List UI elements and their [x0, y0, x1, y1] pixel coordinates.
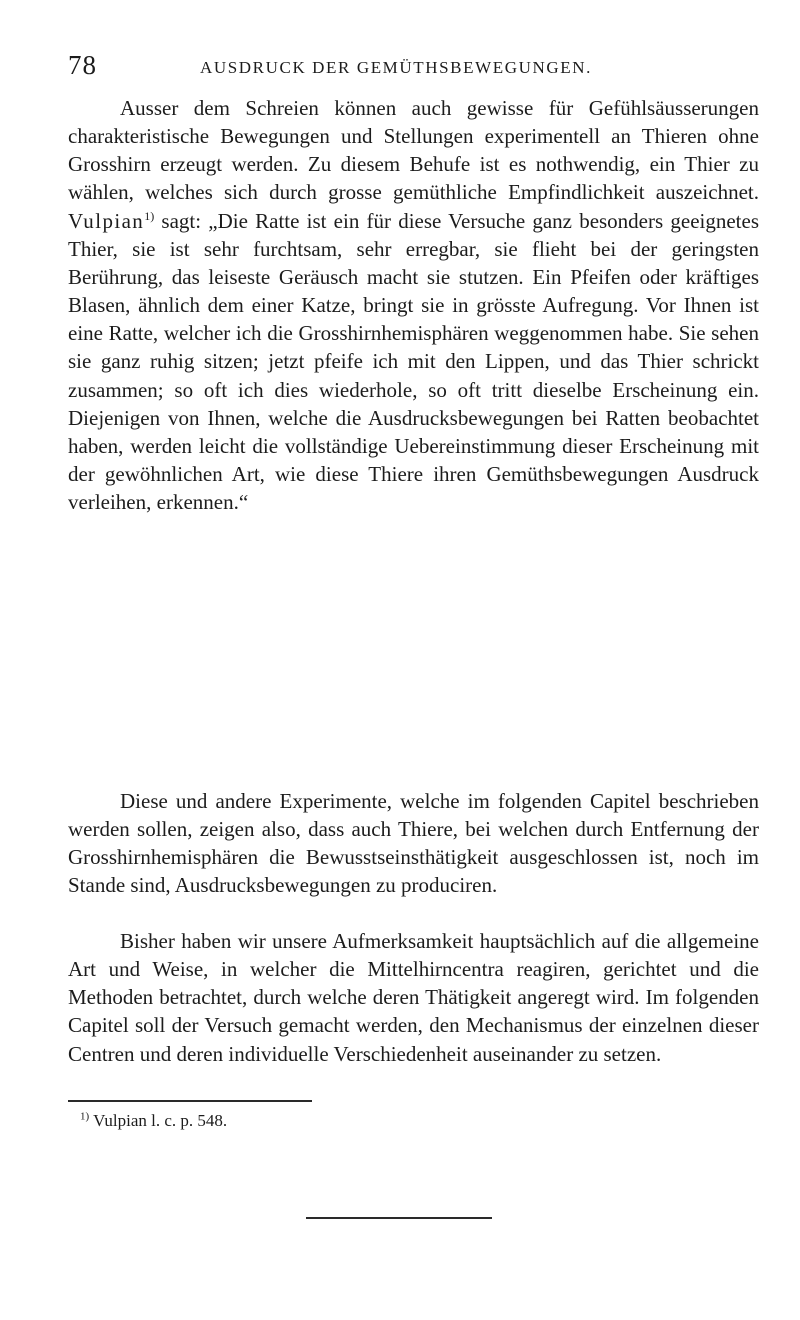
- page-end-rule: [306, 1217, 492, 1219]
- paragraph-1-text-a: Ausser dem Schreien können auch gewisse für Gefühlsäusserungen charakteristische Bewegungen und Stellungen experimentell an Thieren ohne Grosshirn erzeugt werden. Zu diesem Behufe ist es nothwendig, ein Thier zu wählen, welches sich durch grosse gemüthliche Empfindlichkeit auszeichnet.: [68, 96, 759, 205]
- paragraph-2: Diese und andere Experimente, welche im folgenden Capitel beschrieben werden sollen, zeigen also, dass auch Thiere, bei welchen durch Entfernung der Grosshirnhemisphären die Bewusstseinsthätigkeit ausgeschlossen ist, noch im Stande sind, Ausdrucksbewegungen zu produciren.: [68, 789, 759, 898]
- footnote: [80, 1111, 227, 1131]
- footnote-mark: 1): [80, 1110, 90, 1123]
- footnote-text: Vulpian l. c. p. 548.: [93, 1111, 228, 1130]
- footnote-divider: [68, 1100, 312, 1102]
- running-title: AUSDRUCK DER GEMÜTHSBEWEGUNGEN.: [200, 58, 592, 77]
- paragraph-1-text-b: sagt: „Die Ratte ist ein für diese Versuche ganz besonders geeignetes Thier, sie ist sehr furchtsam, sehr erregbar, sie flieht bei der geringsten Berührung, das leiseste Geräusch macht sie stutzen. Ein Pfeifen oder kräftiges Blasen, ähnlich dem einer Katze, bringt sie in grösste Aufregung. Vor Ihnen ist eine Ratte, welcher ich die Grosshirnhemisphären weggenommen habe. Sie sehen sie ganz ruhig sitzen; jetzt pfeife ich mit den Lippen, und das Thier schrickt zusammen; so oft ich dies wiederhole, so oft tritt dieselbe Erscheinung ein. Diejenigen von Ihnen, welche die Ausdrucksbewegungen bei Ratten beobachtet haben, werden leicht die vollständige Uebereinstimmung dieser Erscheinung mit der gewöhnlichen Art, wie diese Thiere ihren Gemüthsbewegungen Ausdruck verleihen, erkennen.“: [68, 208, 759, 515]
- page-number: 78: [68, 50, 97, 80]
- paragraph-1: [68, 94, 759, 516]
- footnote-reference: 1): [144, 208, 155, 223]
- author-name: Vulpian: [68, 208, 145, 233]
- paragraph-3: Bisher haben wir unsere Aufmerksamkeit hauptsächlich auf die allgemeine Art und Weise, in welcher die Mittelhirncentra reagiren, gerichtet und die Methoden betrachtet, durch welche deren Thätigkeit angeregt wird. Im folgenden Capitel soll der Versuch gemacht werden, den Mechanismus der einzelnen dieser Centren und deren individuelle Verschiedenheit auseinander zu setzen.: [68, 929, 759, 1066]
